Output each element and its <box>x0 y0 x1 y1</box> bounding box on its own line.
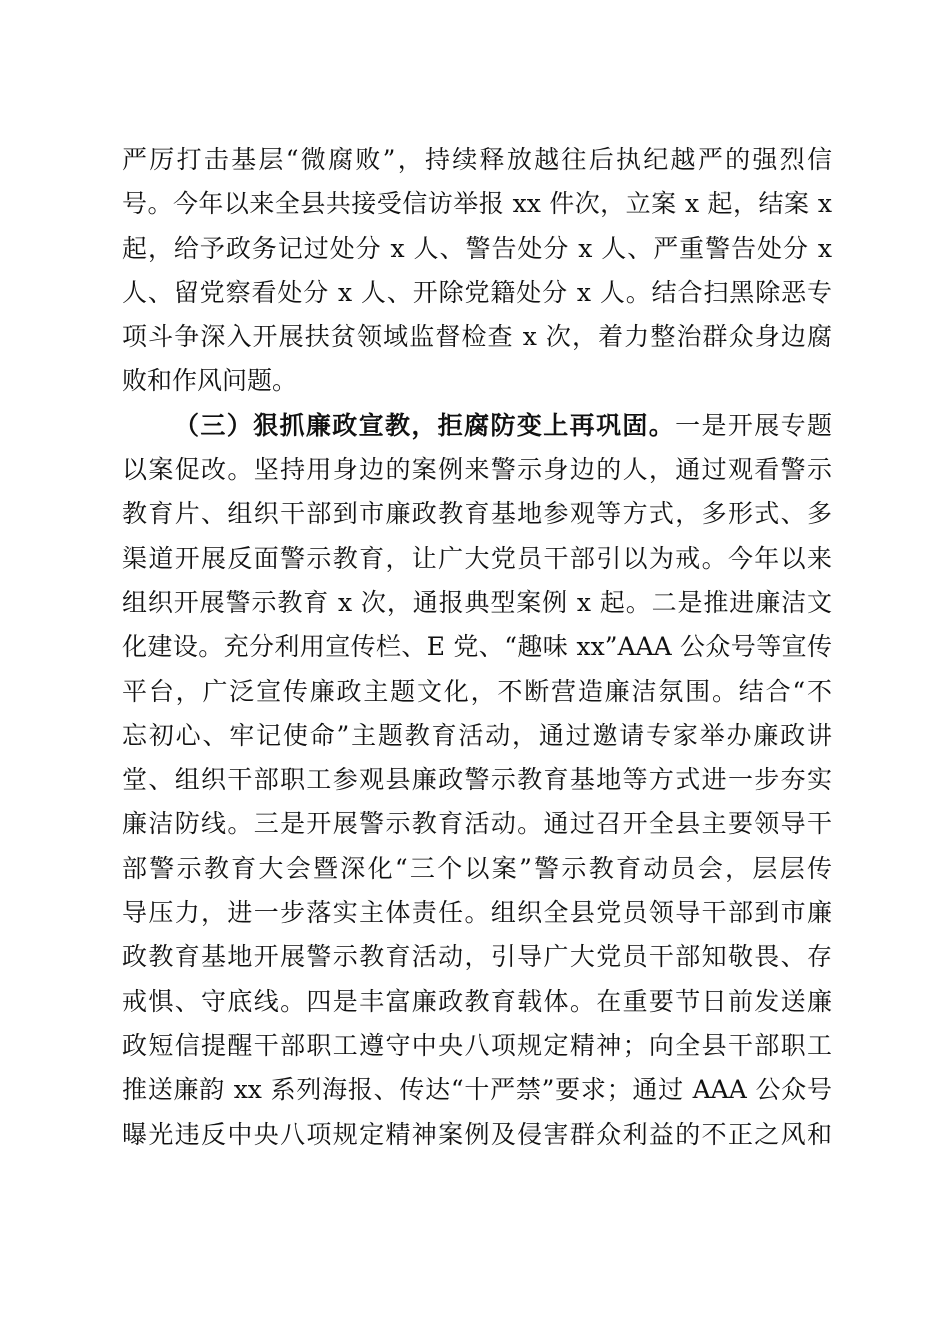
text-line: 严厉打击基层“微腐败”，持续释放越往后执纪越严的强烈信 <box>122 145 832 174</box>
text-line: 推送廉韵 xx 系列海报、传达“十严禁”要求；通过 AAA 公众号 <box>122 1075 832 1105</box>
text-line: 以案促改。坚持用身边的案例来警示身边的人，通过观看警示 <box>122 455 832 485</box>
text-line: 组织开展警示教育 x 次，通报典型案例 x 起。二是推进廉洁文 <box>122 587 832 617</box>
text-line: 号。今年以来全县共接受信访举报 xx 件次，立案 x 起，结案 x <box>122 189 832 219</box>
heading-line-rest: 一是开展专题 <box>675 410 832 440</box>
document-body <box>122 138 832 1157</box>
text-line: 渠道开展反面警示教育，让广大党员干部引以为戒。今年以来 <box>122 543 832 573</box>
text-line: 导压力，进一步落实主体责任。组织全县党员领导干部到市廉 <box>122 898 832 928</box>
section-heading: （三）狠抓廉政宣教，拒腐防变上再巩固。 <box>174 410 676 440</box>
text-line: 起，给予政务记过处分 x 人、警告处分 x 人、严重警告处分 x <box>122 233 832 263</box>
section-heading-line <box>122 404 832 448</box>
text-line: 化建设。充分利用宣传栏、E 党、“趣味 xx”AAA 公众号等宣传 <box>122 632 832 662</box>
text-line: 教育片、组织干部到市廉政教育基地参观等方式，多形式、多 <box>122 499 832 529</box>
text-line: 曝光违反中央八项规定精神案例及侵害群众利益的不正之风和 <box>122 1119 832 1149</box>
text-line: 廉洁防线。三是开展警示教育活动。通过召开全县主要领导干 <box>122 809 832 839</box>
text-line: 政短信提醒干部职工遵守中央八项规定精神；向全县干部职工 <box>122 1030 832 1060</box>
text-line: 戒惧、守底线。四是丰富廉政教育载体。在重要节日前发送廉 <box>122 986 832 1016</box>
text-line: 堂、组织干部职工参观县廉政警示教育基地等方式进一步夯实 <box>122 765 832 795</box>
text-line: 项斗争深入开展扶贫领域监督检查 x 次，着力整治群众身边腐 <box>122 322 832 352</box>
text-line: 部警示教育大会暨深化“三个以案”警示教育动员会，层层传 <box>122 853 832 883</box>
text-line: 人、留党察看处分 x 人、开除党籍处分 x 人。结合扫黑除恶专 <box>122 277 832 307</box>
text-line: 败和作风问题。 <box>122 366 298 396</box>
text-line: 忘初心、牢记使命”主题教育活动，通过邀请专家举办廉政讲 <box>122 720 832 750</box>
text-line: 政教育基地开展警示教育活动，引导广大党员干部知敬畏、存 <box>122 942 832 972</box>
text-line: 平台，广泛宣传廉政主题文化，不断营造廉洁氛围。结合“不 <box>122 676 832 706</box>
